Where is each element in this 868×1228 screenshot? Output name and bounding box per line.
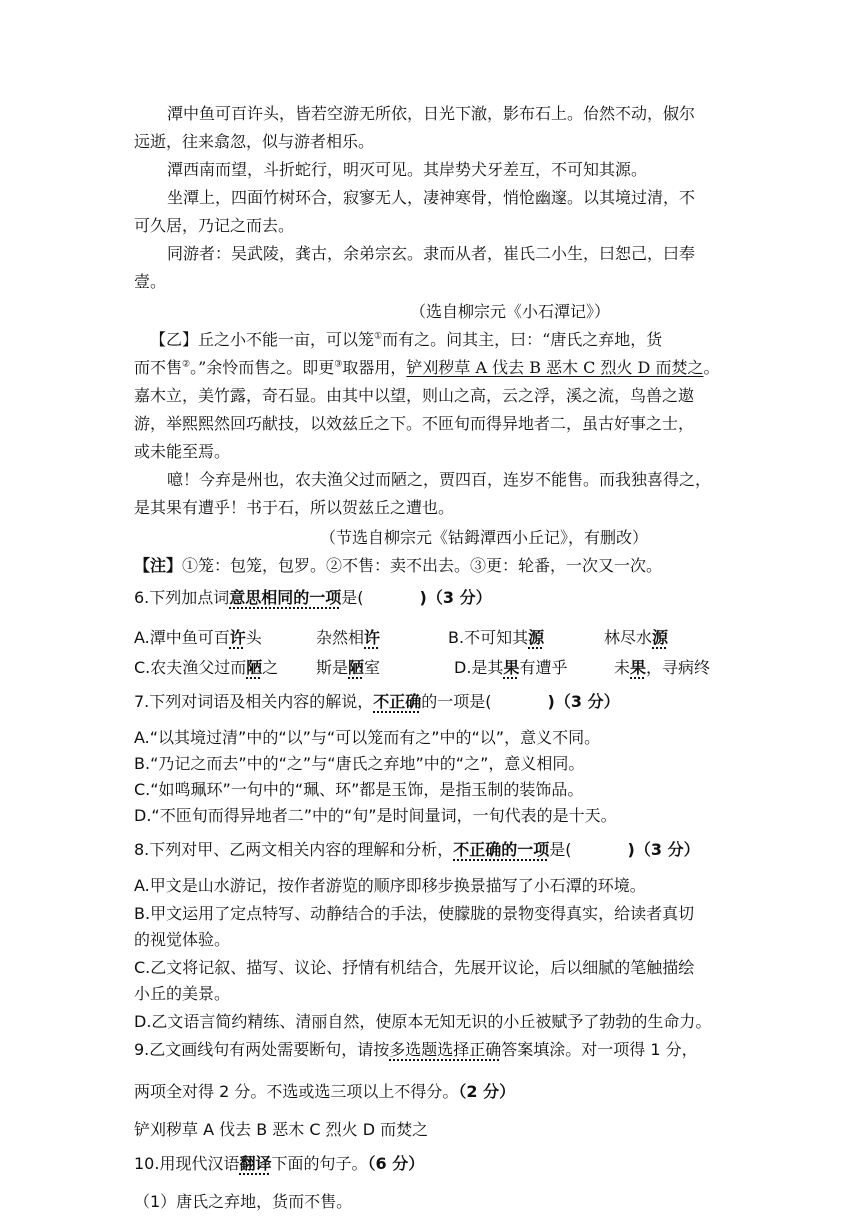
- q6-c-part4: 斯是: [316, 658, 349, 677]
- q9-score: （2 分）: [458, 1082, 516, 1101]
- q6-stem: [134, 586, 492, 610]
- yi-line1-a: 【乙】丘之小不能一亩，可以笼: [150, 330, 375, 349]
- q6-score: )（3 分）: [419, 588, 492, 607]
- q8-option-d: D.乙文语言简约精练、清丽自然，使原本无知无识的小丘被赋予了勃勃的生命力。: [134, 1012, 712, 1031]
- q6-stem-a: 6.下列加点词: [134, 588, 230, 607]
- yi-line1: [150, 328, 662, 352]
- q6-a-part1: A.潭中鱼可百: [134, 628, 230, 647]
- q6-c-part1: C.农夫渔父过而: [134, 658, 247, 677]
- dotted-word: 源: [528, 628, 545, 647]
- dotted-word: 许: [229, 628, 246, 647]
- q6-option-d: [454, 656, 567, 680]
- jia-source: （选自柳宗元《小石潭记》）: [410, 302, 611, 321]
- jia-p4-line1: 同游者：吴武陵，龚古，余弟宗玄。隶而从者，崔氏二小生，曰恕己，曰奉: [167, 244, 696, 263]
- q7-stem-a: 7.下列对词语及相关内容的解说，: [134, 692, 374, 711]
- q7-option-c: C.“如鸣珮环”一句中的“珮、环”都是玉饰，是指玉制的装饰品。: [134, 780, 584, 799]
- q6-option-c-compare: [316, 656, 380, 680]
- annotation: [134, 554, 662, 578]
- jia-p3-line2: 可久居，乃记之而去。: [134, 216, 295, 235]
- annotation-text: ①笼：包笼，包罗。②不售：卖不出去。③更：轮番，一次又一次。: [182, 556, 663, 575]
- yi-line4: 游，举熙熙然回巧献技，以效兹丘之下。不匝旬而得异地者二，虽古好事之士，: [134, 414, 695, 433]
- dotted-word: 陋: [348, 658, 365, 677]
- q8-stem-c: 是(: [549, 840, 572, 859]
- dotted-word: 源: [652, 628, 669, 647]
- jia-p4-line2: 壹。: [134, 272, 167, 291]
- q7-option-d: D.“不匝旬而得异地者二”中的“旬”是时间量词，一旬代表的是十天。: [134, 806, 617, 825]
- yi-line2-b: 。”余怜而售之。即更: [190, 358, 335, 377]
- q6-option-b-compare: [604, 626, 668, 650]
- q6-emphasis: 意思相同的一项: [229, 588, 342, 607]
- q7-score: )（3 分）: [547, 692, 620, 711]
- q7-emphasis: 不正确: [373, 692, 422, 711]
- q6-d-part3: 有遭乎: [519, 658, 568, 677]
- q9-stem-a: 9.乙文画线句有两处需要断句，请按: [134, 1040, 390, 1059]
- yi-line2: [134, 356, 719, 380]
- q6-option-c: [134, 656, 278, 680]
- q6-option-b: [448, 626, 544, 650]
- dotted-word: 陋: [246, 658, 263, 677]
- yi-line6: 噫！今弃是州也，农夫渔父过而陋之，贾四百，连岁不能售。而我独喜得之，: [167, 470, 712, 489]
- yi-line2-d: 。: [703, 358, 720, 377]
- q10-score: （6 分）: [367, 1154, 425, 1173]
- q6-a-part4: 杂然相: [316, 628, 365, 647]
- q7-option-a: A.“以其境过清”中的“以”与“可以笼而有之”中的“以”，意义不同。: [134, 728, 601, 747]
- q6-b-part3: 林尽水: [604, 628, 653, 647]
- q8-emphasis: 不正确的一项: [453, 840, 550, 859]
- q6-option-d-compare: [614, 656, 710, 680]
- q6-c-part3: 之: [262, 658, 279, 677]
- yi-line2-a: 而不售: [134, 358, 183, 377]
- q9-stem-c: 答案填涂。对一项得 1 分，: [501, 1040, 698, 1059]
- yi-line5: 或未能至焉。: [134, 442, 231, 461]
- yi-line2-c: 取器用，: [342, 358, 407, 377]
- q6-option-a-compare: [316, 626, 380, 650]
- q6-stem-c: 是(: [341, 588, 364, 607]
- q7-stem: [134, 690, 620, 714]
- q8-option-b-line1: B.甲文运用了定点特写、动静结合的手法，使朦胧的景物变得真实，给读者真切: [134, 904, 695, 923]
- q8-option-c-line1: C.乙文将记叙、描写、议论、抒情有机结合，先展开议论，后以细腻的笔触描绘: [134, 958, 695, 977]
- q6-d-part6: ，寻病终: [646, 658, 711, 677]
- q8-stem-a: 8.下列对甲、乙两文相关内容的理解和分析，: [134, 840, 454, 859]
- q7-stem-c: 的一项是(: [421, 692, 492, 711]
- q6-option-a: [134, 626, 262, 650]
- q10-stem-c: 下面的句子。: [271, 1154, 368, 1173]
- q10-item-1: （1）唐氏之弃地，货而不售。: [134, 1192, 353, 1211]
- q6-b-part1: B.不可知其: [448, 628, 529, 647]
- underlined-sentence: 铲刈秽草 A 伐去 B 恶木 C 烈火 D 而焚之: [406, 358, 704, 377]
- q10-emphasis: 翻译: [239, 1154, 272, 1173]
- dotted-word: 果: [630, 658, 647, 677]
- q8-option-a: A.甲文是山水游记，按作者游览的顺序即移步换景描写了小石潭的环境。: [134, 876, 646, 895]
- q10-stem-a: 10.用现代汉语: [134, 1154, 240, 1173]
- q9-sentence: 铲刈秽草 A 伐去 B 恶木 C 烈火 D 而焚之: [134, 1120, 429, 1139]
- yi-line3: 嘉木立，美竹露，奇石显。由其中以望，则山之高，云之浮，溪之流，鸟兽之遨: [134, 386, 695, 405]
- q6-a-part3: 头: [245, 628, 262, 647]
- q6-d-part1: D.是其: [454, 658, 504, 677]
- footnote-marker-3: ③: [334, 359, 343, 370]
- q9-stem-line2: [134, 1080, 515, 1104]
- q8-score: )（3 分）: [627, 840, 700, 859]
- q9-emphasis: 多选题选择正确: [389, 1040, 502, 1059]
- footnote-marker-1: ①: [374, 331, 383, 342]
- q6-d-part4: 未: [614, 658, 631, 677]
- jia-p1-line2: 远逝，往来翕忽，似与游者相乐。: [134, 132, 375, 151]
- q9-line2-text: 两项全对得 2 分。不选或选三项以上不得分。: [134, 1082, 459, 1101]
- q8-option-b-line2: 的视觉体验。: [134, 930, 231, 949]
- q8-stem: [134, 838, 700, 862]
- jia-p3-line1: 坐潭上，四面竹树环合，寂寥无人，凄神寒骨，悄怆幽邃。以其境过清，不: [167, 188, 696, 207]
- jia-p1-line1: 潭中鱼可百许头，皆若空游无所依，日光下澈，影布石上。佁然不动，俶尔: [167, 104, 696, 123]
- annotation-label: 【注】: [134, 556, 183, 575]
- q9-stem: [134, 1038, 698, 1062]
- footnote-marker-2: ②: [182, 359, 191, 370]
- q10-stem: [134, 1152, 424, 1176]
- dotted-word: 果: [503, 658, 520, 677]
- yi-source: （节选自柳宗元《钴鉧潭西小丘记》，有删改）: [320, 528, 649, 547]
- dotted-word: 许: [364, 628, 381, 647]
- yi-line7: 是其果有遭乎！书于石，所以贺兹丘之遭也。: [134, 498, 455, 517]
- q6-c-part6: 室: [364, 658, 381, 677]
- q7-option-b: B.“乃记之而去”中的“之”与“唐氏之弃地”中的“之”，意义相同。: [134, 754, 585, 773]
- q8-option-c-line2: 小丘的美景。: [134, 984, 231, 1003]
- jia-p2: 潭西南而望，斗折蛇行，明灭可见。其岸势犬牙差互，不可知其源。: [167, 160, 648, 179]
- yi-line1-b: 而有之。问其主，曰：“唐氏之弃地，货: [382, 330, 663, 349]
